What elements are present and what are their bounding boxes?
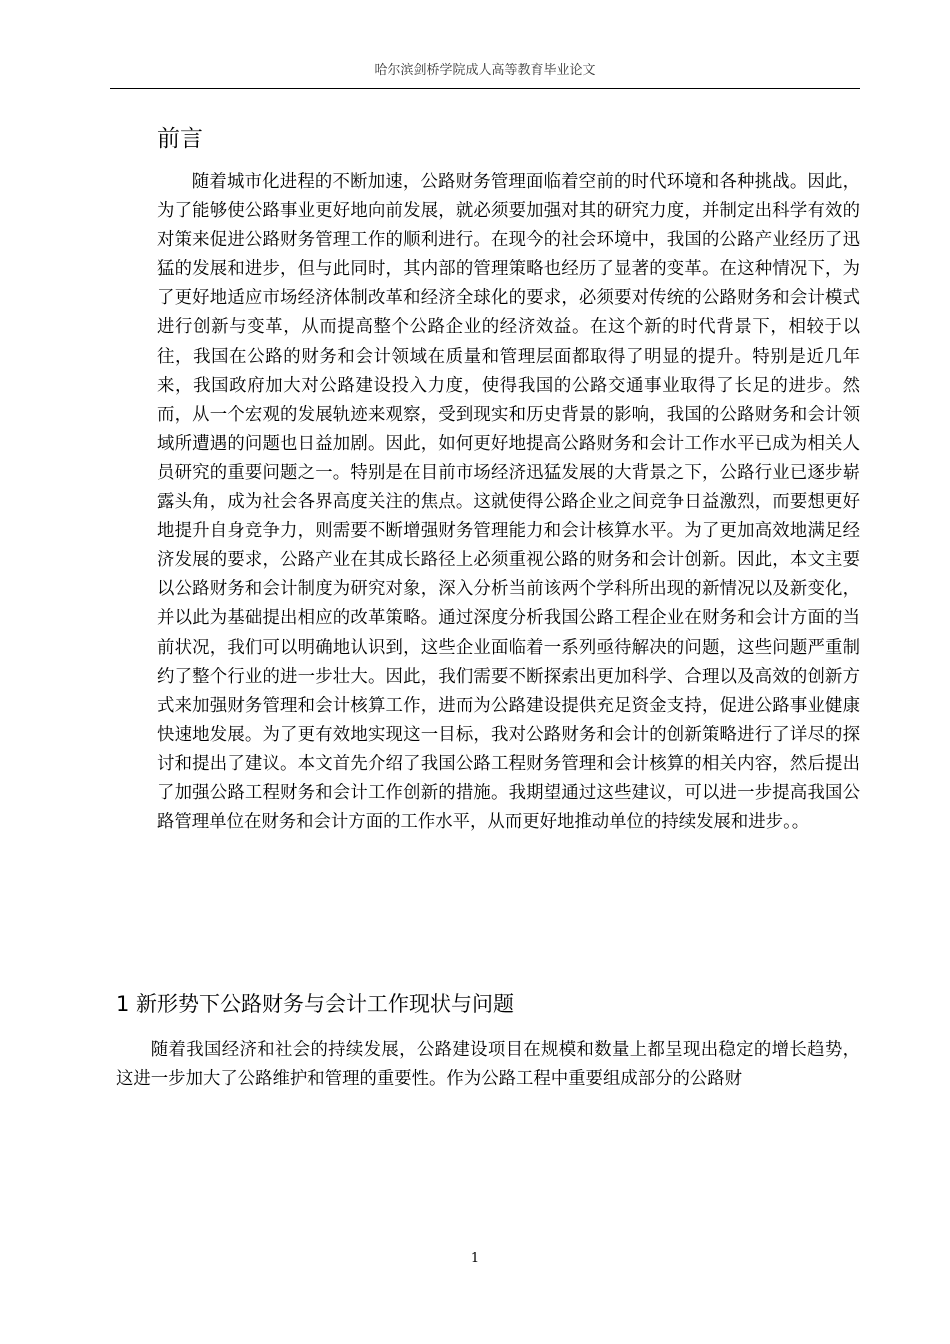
chapter-1-heading: 1 新形势下公路财务与会计工作现状与问题	[116, 992, 515, 1016]
running-header: 哈尔滨剑桥学院成人高等教育毕业论文	[374, 63, 596, 78]
preface-paragraph: 随着城市化进程的不断加速，公路财务管理面临着空前的时代环境和各种挑战。因此，为了能够使公路事业更好地向前发展，就必须要加强对其的研究力度，并制定出科学有效的对策来促进公路财务管理工作的顺利进行。在现今的社会环境中，我国的公路产业经历了迅猛的发展和进步，但与此同时，其内部的管理策略也经历了显著的变革。在这种情况下，为了更好地适应市场经济体制改革和经济全球化的要求，必须要对传统的公路财务和会计模式进行创新与变革，从而提高整个公路企业的经济效益。在这个新的时代背景下，相较于以往，我国在公路的财务和会计领域在质量和管理层面都取得了明显的提升。特别是近几年来，我国政府加大对公路建设投入力度，使得我国的公路交通事业取得了长足的进步。然而，从一个宏观的发展轨迹来观察，受到现实和历史背景的影响，我国的公路财务和会计领域所遭遇的问题也日益加剧。因此，如何更好地提高公路财务和会计工作水平已成为相关人员研究的重要问题之一。特别是在目前市场经济迅猛发展的大背景之下，公路行业已逐步崭露头角，成为社会各界高度关注的焦点。这就使得公路企业之间竞争日益激烈，而要想更好地提升自身竞争力，则需要不断增强财务管理能力和会计核算水平。为了更加高效地满足经济发展的要求，公路产业在其成长路径上必须重视公路的财务和会计创新。因此，本文主要以公路财务和会计制度为研究对象，深入分析当前该两个学科所出现的新情况以及新变化，并以此为基础提出相应的改革策略。通过深度分析我国公路工程企业在财务和会计方面的当前状况，我们可以明确地认识到，这些企业面临着一系列亟待解决的问题，这些问题严重制约了整个行业的进一步壮大。因此，我们需要不断探索出更加科学、合理以及高效的创新方式来加强财务管理和会计核算工作，进而为公路建设提供充足资金支持，促进公路事业健康快速地发展。为了更有效地实现这一目标，我对公路财务和会计的创新策略进行了详尽的探讨和提出了建议。本文首先介绍了我国公路工程财务管理和会计核算的相关内容，然后提出了加强公路工程财务和会计工作创新的措施。我期望通过这些建议，可以进一步提高我国公路管理单位在财务和会计方面的工作水平，从而更好地推动单位的持续发展和进步。。	[157, 172, 860, 833]
preface-heading: 前言	[157, 126, 203, 152]
page-number: 1	[470, 1251, 480, 1266]
chapter-1-paragraph: 随着我国经济和社会的持续发展，公路建设项目在规模和数量上都呈现出稳定的增长趋势，这进一步加大了公路维护和管理的重要性。作为公路工程中重要组成部分的公路财	[116, 1040, 860, 1090]
header-rule	[110, 88, 860, 89]
